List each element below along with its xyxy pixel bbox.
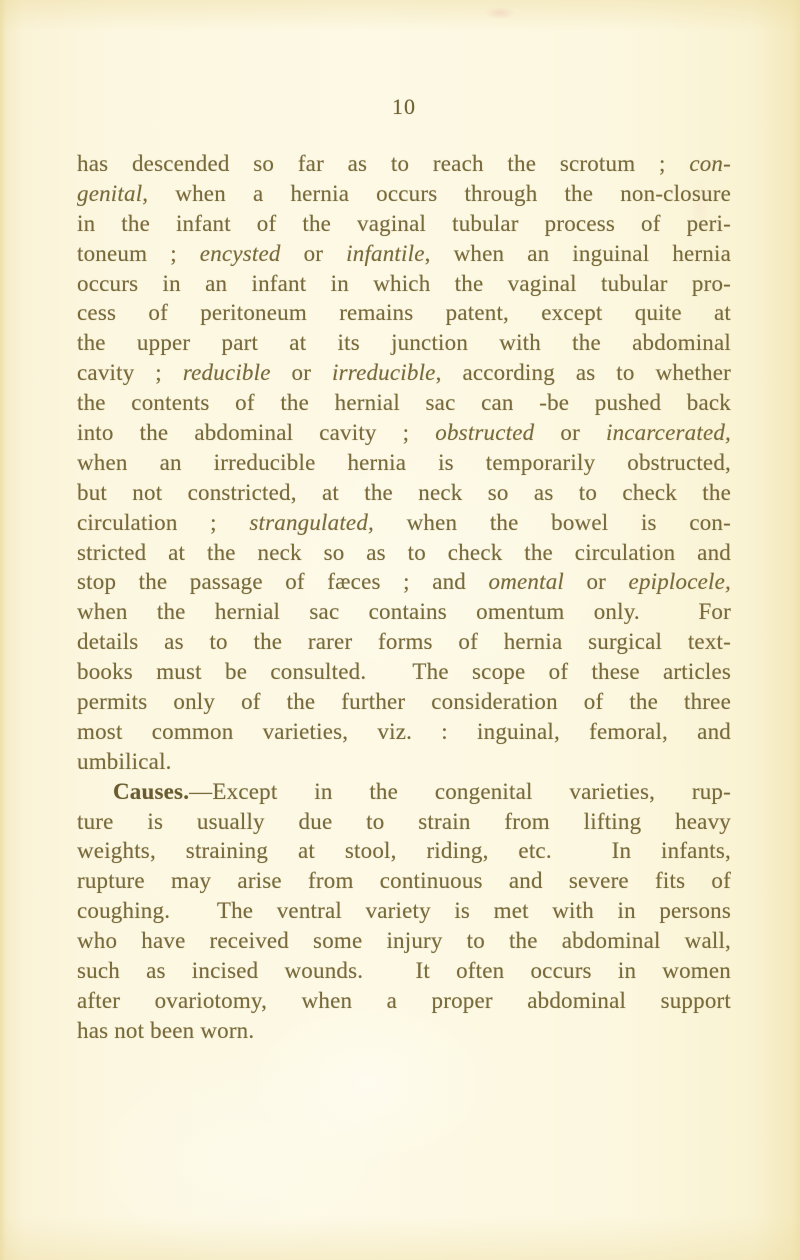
text-line <box>77 179 731 209</box>
bold-lead-word: Causes. <box>113 778 190 804</box>
italic-term: obstructed <box>435 420 535 446</box>
text-segment: who have received some injury to the abdominal wall, <box>77 928 731 954</box>
text-segment: has not been worn. <box>77 1017 255 1043</box>
text-line <box>77 717 731 747</box>
text-line <box>77 239 731 269</box>
text-segment: —Except in the congenital varieties, rup- <box>189 778 731 804</box>
italic-term: encysted <box>199 240 281 266</box>
text-segment: , when an inguinal hernia <box>424 240 731 266</box>
text-line <box>77 478 731 508</box>
text-line <box>77 657 731 687</box>
text-line <box>77 896 731 926</box>
text-line <box>77 807 731 837</box>
text-line <box>77 747 731 777</box>
italic-term: strangulated, <box>249 509 374 535</box>
text-line <box>77 777 731 807</box>
paragraph <box>77 149 731 777</box>
text-line <box>77 956 731 986</box>
text-line <box>77 508 731 538</box>
text-segment: umbilical. <box>77 748 172 774</box>
text-line <box>77 388 731 418</box>
text-line <box>77 269 731 299</box>
text-segment: circulation ; <box>77 509 250 535</box>
text-segment: or <box>270 360 333 386</box>
text-line <box>77 149 731 179</box>
italic-term: infantile <box>346 240 425 266</box>
text-segment: , according as to whether <box>435 360 731 386</box>
text-line <box>77 986 731 1016</box>
italic-term: con- <box>689 151 731 176</box>
text-segment: permits only of the further consideration of the three <box>77 689 731 715</box>
text-line <box>77 358 731 388</box>
text-segment: after ovariotomy, when a proper abdominal support <box>77 987 731 1013</box>
text-segment: most common varieties, viz. : inguinal, femoral, and <box>77 718 731 744</box>
italic-term: incarcerated, <box>605 420 731 446</box>
text-segment: or <box>280 240 347 266</box>
text-segment: the upper part at its junction with the abdominal <box>77 330 731 356</box>
text-segment: books must be consulted. The scope of these articles <box>77 659 731 685</box>
text-line <box>77 926 731 956</box>
text-segment: occurs in an infant in which the vaginal tubular pro- <box>77 270 731 296</box>
text-segment: the contents of the hernial sac can -be pushed back <box>77 390 731 416</box>
text-segment: coughing. The ventral variety is met with in persons <box>77 898 731 924</box>
text-segment: weights, straining at stool, riding, etc. In infants, <box>77 838 731 864</box>
page-number: 10 <box>392 94 416 119</box>
text-segment: when a hernia occurs through the non-closure <box>148 180 731 206</box>
text-segment: into the abdominal cavity ; <box>77 420 436 446</box>
italic-term: irreducible <box>332 360 436 386</box>
text-segment: has descended so far as to reach the scrotum ; <box>77 151 690 176</box>
text-line <box>77 836 731 866</box>
italic-term: omental <box>488 569 564 595</box>
text-segment: in the infant of the vaginal tubular process of peri- <box>77 210 731 236</box>
text-line <box>77 298 731 328</box>
text-segment: stricted at the neck so as to check the circulation and <box>77 539 731 565</box>
text-segment: rupture may arise from continuous and severe fits of <box>77 868 731 894</box>
text-line <box>77 418 731 448</box>
italic-term: genital, <box>77 180 149 206</box>
text-segment: but not constricted, at the neck so as to check the <box>77 479 731 505</box>
text-line <box>77 448 731 478</box>
text-segment: toneum ; <box>77 240 200 266</box>
text-segment: or <box>564 569 629 595</box>
text-line <box>77 209 731 239</box>
text-segment: or <box>534 420 606 446</box>
text-line <box>77 328 731 358</box>
text-segment: when an irreducible hernia is temporarily obstructed, <box>77 449 731 475</box>
text-segment: details as to the rarer forms of hernia surgical text- <box>77 629 731 655</box>
text-line <box>77 627 731 657</box>
text-segment: cavity ; <box>77 360 183 386</box>
text-line <box>77 1016 731 1046</box>
text-line <box>77 687 731 717</box>
text-line <box>77 567 731 597</box>
text-segment: such as incised wounds. It often occurs in women <box>77 958 731 984</box>
text-line <box>77 597 731 627</box>
text-line <box>77 866 731 896</box>
italic-term: epiplocele, <box>628 569 731 595</box>
italic-term: reducible <box>182 360 271 386</box>
text-line <box>77 538 731 568</box>
page-body-text <box>77 149 731 1046</box>
paragraph <box>77 777 731 1046</box>
text-segment: ture is usually due to strain from lifting heavy <box>77 808 731 834</box>
text-segment: when the bowel is con- <box>374 509 731 535</box>
text-segment: when the hernial sac contains omentum only. For <box>77 599 731 625</box>
text-segment: stop the passage of fæces ; and <box>77 569 489 595</box>
text-segment: cess of peritoneum remains patent, except quite at <box>77 300 731 326</box>
